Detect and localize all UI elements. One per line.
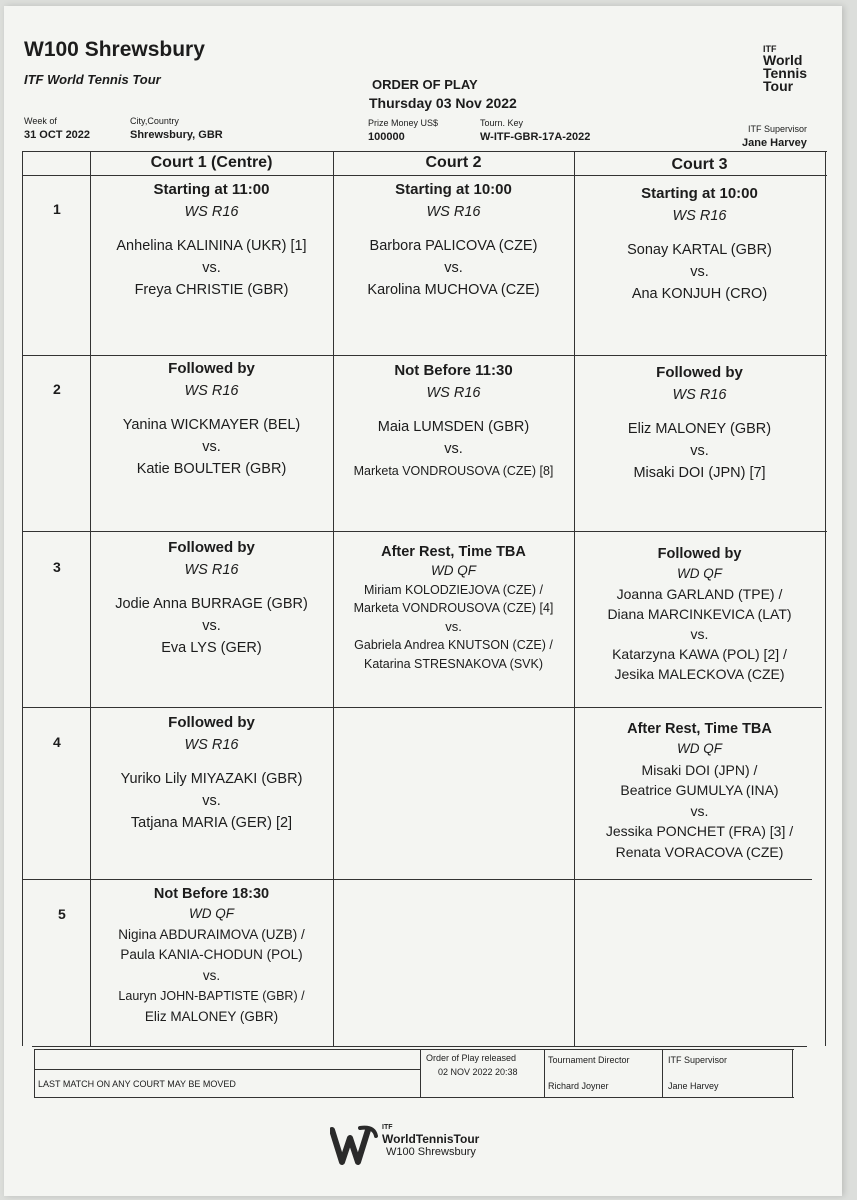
versus: vs. xyxy=(690,626,709,642)
event-round: WS R16 xyxy=(426,385,481,401)
tournament-title: W100 Shrewsbury xyxy=(24,38,205,61)
itf-world-tennis-tour-logo xyxy=(763,44,843,93)
order-of-play-sheet xyxy=(4,6,842,1196)
player-2: Ana KONJUH (CRO) xyxy=(631,286,768,302)
play-date: Thursday 03 Nov 2022 xyxy=(369,95,517,111)
tourn-key-value: W-ITF-GBR-17A-2022 xyxy=(480,131,591,143)
grid-line xyxy=(22,151,827,152)
court-2-header: Court 2 xyxy=(425,154,482,171)
schedule-grid xyxy=(22,151,827,1056)
court-3-header: Court 3 xyxy=(671,156,728,173)
player-1: Eliz MALONEY (GBR) xyxy=(627,421,772,437)
start-time: Starting at 10:00 xyxy=(641,185,758,202)
week-label: Week of xyxy=(24,116,57,126)
director-value: Richard Joyner xyxy=(548,1081,609,1091)
grid-line xyxy=(22,175,827,176)
row-number: 5 xyxy=(58,906,66,922)
footer-line xyxy=(792,1049,793,1097)
event-round: WD QF xyxy=(431,563,476,578)
footer-line xyxy=(34,1069,420,1070)
versus: vs. xyxy=(445,618,462,634)
bottom-logo-itf: ITF xyxy=(382,1124,393,1131)
grid-line xyxy=(22,355,827,356)
event-round: WS R16 xyxy=(184,737,239,753)
order-of-play-label: ORDER OF PLAY xyxy=(372,77,478,92)
grid-line xyxy=(22,151,23,1046)
supervisor-label: ITF Supervisor xyxy=(748,124,808,134)
start-time: Followed by xyxy=(656,364,743,381)
versus: vs. xyxy=(202,793,221,809)
match-cell xyxy=(333,542,574,673)
last-match-note: LAST MATCH ON ANY COURT MAY BE MOVED xyxy=(38,1079,236,1089)
director-label: Tournament Director xyxy=(548,1055,630,1065)
match-cell xyxy=(574,719,825,862)
match-cell xyxy=(574,362,825,484)
match-cell xyxy=(90,537,333,659)
player-1: Yanina WICKMAYER (BEL) xyxy=(122,417,301,433)
start-time: Followed by xyxy=(168,714,255,731)
start-time: Not Before 18:30 xyxy=(153,886,270,902)
event-round: WS R16 xyxy=(426,204,481,220)
week-value: 31 OCT 2022 xyxy=(24,129,91,141)
court-1-header: Court 1 (Centre) xyxy=(150,154,273,171)
footer-line xyxy=(420,1049,421,1097)
player-2: Katie BOULTER (GBR) xyxy=(136,461,287,477)
versus: vs. xyxy=(444,260,463,276)
player-1: Yuriko Lily MIYAZAKI (GBR) xyxy=(120,771,303,787)
row-number: 3 xyxy=(53,559,61,575)
player-1: Barbora PALICOVA (CZE) xyxy=(369,238,538,254)
player-2: Freya CHRISTIE (GBR) xyxy=(134,282,289,298)
match-cell xyxy=(333,360,574,482)
row-number: 1 xyxy=(53,201,61,217)
player-1: Sonay KARTAL (GBR) xyxy=(627,242,772,258)
versus: vs. xyxy=(690,802,709,819)
team-1-player-b: Beatrice GUMULYA (INA) xyxy=(620,782,779,798)
row-number: 4 xyxy=(53,734,61,750)
match-cell xyxy=(574,183,825,305)
match-cell xyxy=(90,884,333,1027)
player-2: Marketa VONDROUSOVA (CZE) [8] xyxy=(353,464,554,478)
grid-line xyxy=(22,707,822,708)
team-1-player-a: Joanna GARLAND (TPE) / xyxy=(616,586,783,602)
match-cell xyxy=(90,712,333,834)
team-1-player-b: Paula KANIA-CHODUN (POL) xyxy=(120,947,303,962)
versus: vs. xyxy=(690,443,709,459)
footer-line xyxy=(34,1049,35,1097)
match-cell xyxy=(90,358,333,480)
grid-line xyxy=(22,879,812,880)
team-2-player-b: Renata VORACOVA (CZE) xyxy=(615,843,784,860)
player-1: Anhelina KALININA (UKR) [1] xyxy=(116,238,307,254)
tour-subtitle: ITF World Tennis Tour xyxy=(24,72,161,87)
team-1-player-a: Misaki DOI (JPN) / xyxy=(641,761,758,778)
start-time: Followed by xyxy=(657,546,742,562)
footer-line xyxy=(544,1049,545,1097)
match-cell xyxy=(90,179,333,301)
prize-label: Prize Money US$ xyxy=(368,118,439,128)
team-1-player-b: Marketa VONDROUSOVA (CZE) [4] xyxy=(353,601,554,615)
team-2-player-b: Eliz MALONEY (GBR) xyxy=(144,1008,279,1024)
logo-line-3: Tour xyxy=(763,78,794,94)
event-round: WS R16 xyxy=(184,383,239,399)
versus: vs. xyxy=(202,260,221,276)
start-time: Starting at 10:00 xyxy=(395,181,512,198)
player-2: Eva LYS (GER) xyxy=(161,640,262,656)
event-round: WS R16 xyxy=(672,387,727,403)
team-2-player-a: Katarzyna KAWA (POL) [2] / xyxy=(612,646,787,662)
team-1-player-a: Miriam KOLODZIEJOVA (CZE) / xyxy=(364,582,543,597)
released-value: 02 NOV 2022 20:38 xyxy=(438,1067,518,1077)
team-2-player-b: Katarina STRESNAKOVA (SVK) xyxy=(364,656,543,671)
start-time: After Rest, Time TBA xyxy=(627,721,772,737)
player-2: Misaki DOI (JPN) [7] xyxy=(633,465,766,481)
team-2-player-b: Jesika MALECKOVA (CZE) xyxy=(614,666,785,682)
logo-line-1: World xyxy=(763,52,803,68)
player-1: Jodie Anna BURRAGE (GBR) xyxy=(115,596,308,612)
event-round: WS R16 xyxy=(184,204,239,220)
footer-line xyxy=(662,1049,663,1097)
player-1: Maia LUMSDEN (GBR) xyxy=(377,419,530,435)
versus: vs. xyxy=(444,441,463,457)
team-1-player-a: Nigina ABDURAIMOVA (UZB) / xyxy=(118,926,305,942)
city-label: City,Country xyxy=(130,116,179,126)
versus: vs. xyxy=(690,264,709,280)
footer-line xyxy=(34,1097,794,1098)
tourn-key-label: Tourn. Key xyxy=(480,118,524,128)
grid-line xyxy=(32,1046,807,1047)
versus: vs. xyxy=(202,967,221,983)
start-time: After Rest, Time TBA xyxy=(381,544,526,560)
team-2-player-a: Lauryn JOHN-BAPTISTE (GBR) / xyxy=(118,989,305,1003)
footer-supervisor-value: Jane Harvey xyxy=(668,1081,719,1091)
team-2-player-a: Gabriela Andrea KNUTSON (CZE) / xyxy=(354,638,553,652)
itf-logo-text: ITF xyxy=(763,44,777,54)
grid-line xyxy=(22,531,827,532)
start-time: Followed by xyxy=(168,360,255,377)
player-2: Karolina MUCHOVA (CZE) xyxy=(367,282,540,298)
match-cell xyxy=(333,179,574,301)
supervisor-value: Jane Harvey xyxy=(742,137,807,149)
released-label: Order of Play released xyxy=(426,1053,517,1063)
start-time: Not Before 11:30 xyxy=(394,362,513,379)
team-1-player-b: Diana MARCINKEVICA (LAT) xyxy=(607,606,792,622)
bottom-logo-event: W100 Shrewsbury xyxy=(386,1146,476,1158)
event-round: WS R16 xyxy=(672,208,727,224)
grid-line xyxy=(825,151,826,1046)
team-2-player-a: Jessika PONCHET (FRA) [3] / xyxy=(605,823,794,839)
start-time: Starting at 11:00 xyxy=(153,181,270,198)
footer-supervisor-label: ITF Supervisor xyxy=(668,1055,728,1065)
match-cell xyxy=(574,544,825,684)
player-2: Tatjana MARIA (GER) [2] xyxy=(130,815,293,831)
bottom-logo-main: WorldTennisTour xyxy=(382,1132,480,1146)
prize-value: 100000 xyxy=(368,131,405,143)
wtt-w-icon xyxy=(330,1124,378,1166)
footer-line xyxy=(34,1049,794,1050)
row-number: 2 xyxy=(53,381,61,397)
event-round: WD QF xyxy=(677,741,722,756)
versus: vs. xyxy=(202,439,221,455)
footer-box xyxy=(34,1049,794,1099)
event-round: WD QF xyxy=(189,906,234,921)
logo-line-2: Tennis xyxy=(763,65,808,81)
start-time: Followed by xyxy=(168,539,255,556)
city-value: Shrewsbury, GBR xyxy=(130,129,223,141)
versus: vs. xyxy=(202,618,221,634)
event-round: WS R16 xyxy=(184,562,239,578)
event-round: WD QF xyxy=(677,566,722,581)
